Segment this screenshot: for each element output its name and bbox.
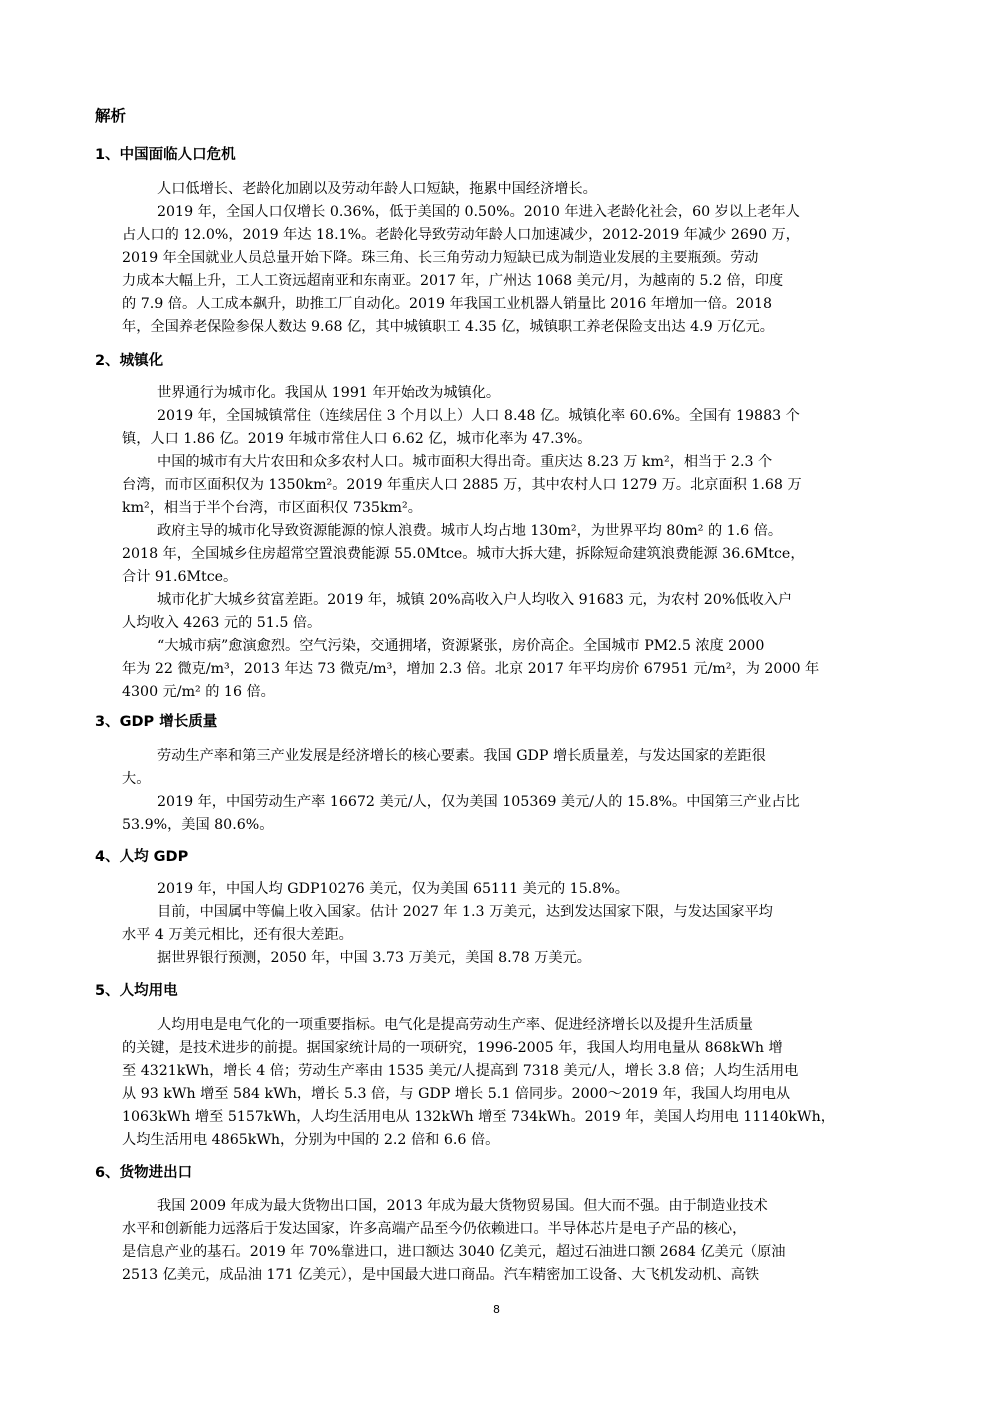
paragraph-line: 的 7.9 倍。人工成本飙升，助推工厂自动化。2019 年我国工业机器人销量比 2016 年增加一倍。2018 (122, 296, 772, 312)
paragraph-line: 是信息产业的基石。2019 年 70%靠进口，进口额达 3040 亿美元，超过石油进口额 2684 亿美元（原油 (122, 1244, 786, 1260)
paragraph-line: 据世界银行预测，2050 年，中国 3.73 万美元，美国 8.78 万美元。 (157, 950, 591, 966)
paragraph-line: 人均生活用电 4865kWh，分别为中国的 2.2 倍和 6.6 倍。 (122, 1132, 500, 1148)
section-title-1: 1、中国面临人口危机 (95, 147, 236, 163)
paragraph-line: 2018 年，全国城乡住房超常空置浪费能源 55.0Mtce。城市大拆大建，拆除短命建筑浪费能源 36.6Mtce， (122, 546, 805, 562)
section-title-3: 3、GDP 增长质量 (95, 714, 218, 730)
page-heading: 解析 (95, 107, 127, 125)
paragraph-line: 水平 4 万美元相比，还有很大差距。 (122, 927, 353, 943)
paragraph-line: 目前，中国属中等偏上收入国家。估计 2027 年 1.3 万美元，达到发达国家下限，与发达国家平均 (157, 904, 773, 920)
paragraph-line: 2019 年全国就业人员总量开始下降。珠三角、长三角劳动力短缺已成为制造业发展的主要瓶颈。劳动 (122, 250, 759, 266)
paragraph-line: 53.9%，美国 80.6%。 (122, 817, 274, 833)
paragraph-line: 中国的城市有大片农田和众多农村人口。城市面积大得出奇。重庆达 8.23 万 km²，相当于 2.3 个 (157, 454, 773, 470)
paragraph-line: 年，全国养老保险参保人数达 9.68 亿，其中城镇职工 4.35 亿，城镇职工养老保险支出达 4.9 万亿元。 (122, 319, 774, 335)
paragraph-line: 年为 22 微克/m³，2013 年达 73 微克/m³，增加 2.3 倍。北京 2017 年平均房价 67951 元/m²，为 2000 年 (122, 661, 820, 677)
paragraph-line: 大。 (122, 771, 151, 787)
paragraph-line: 人均用电是电气化的一项重要指标。电气化是提高劳动生产率、促进经济增长以及提升生活质量 (157, 1017, 753, 1033)
paragraph-line: 城市化扩大城乡贫富差距。2019 年，城镇 20%高收入户人均收入 91683 元，为农村 20%低收入户 (157, 592, 793, 608)
paragraph-line: 至 4321kWh，增长 4 倍；劳动生产率由 1535 美元/人提高到 7318 美元/人，增长 3.8 倍；人均生活用电 (122, 1063, 799, 1079)
section-title-6: 6、货物进出口 (95, 1165, 193, 1181)
paragraph-line: 人均收入 4263 元的 51.5 倍。 (122, 615, 322, 631)
paragraph-line: 占人口的 12.0%，2019 年达 18.1%。老龄化导致劳动年龄人口加速减少，2012-2019 年减少 2690 万， (122, 227, 800, 243)
paragraph-line: 世界通行为城市化。我国从 1991 年开始改为城镇化。 (157, 385, 501, 401)
paragraph-line: 4300 元/m² 的 16 倍。 (122, 684, 275, 700)
paragraph-line: 人口低增长、老龄化加剧以及劳动年龄人口短缺，拖累中国经济增长。 (157, 181, 597, 197)
paragraph-line: 2019 年，中国人均 GDP10276 美元，仅为美国 65111 美元的 15.8%。 (157, 881, 629, 897)
paragraph-line: 1063kWh 增至 5157kWh，人均生活用电从 132kWh 增至 734kWh。2019 年，美国人均用电 11140kWh， (122, 1109, 835, 1125)
page-number: 8 (493, 1303, 500, 1316)
paragraph-line: 2019 年，中国劳动生产率 16672 美元/人，仅为美国 105369 美元/人的 15.8%。中国第三产业占比 (157, 794, 800, 810)
paragraph-line: 2513 亿美元，成品油 171 亿美元），是中国最大进口商品。汽车精密加工设备、大飞机发动机、高铁 (122, 1267, 760, 1283)
section-title-5: 5、人均用电 (95, 983, 178, 999)
section-title-4: 4、人均 GDP (95, 849, 189, 865)
section-title-2: 2、城镇化 (95, 353, 164, 369)
paragraph-line: 镇，人口 1.86 亿。2019 年城市常住人口 6.62 亿，城市化率为 47.3%。 (122, 431, 592, 447)
paragraph-line: 从 93 kWh 增至 584 kWh，增长 5.3 倍，与 GDP 增长 5.1 倍同步。2000～2019 年，我国人均用电从 (122, 1086, 791, 1102)
paragraph-line: “大城市病”愈演愈烈。空气污染，交通拥堵，资源紧张，房价高企。全国城市 PM2.5 浓度 2000 (157, 638, 765, 654)
paragraph-line: 2019 年，全国人口仅增长 0.36%，低于美国的 0.50%。2010 年进入老龄化社会，60 岁以上老年人 (157, 204, 800, 220)
paragraph-line: 水平和创新能力远落后于发达国家，许多高端产品至今仍依赖进口。半导体芯片是电子产品的核心， (122, 1221, 747, 1237)
paragraph-line: km²，相当于半个台湾，市区面积仅 735km²。 (122, 500, 422, 516)
paragraph-line: 政府主导的城市化导致资源能源的惊人浪费。城市人均占地 130m²，为世界平均 80m² 的 1.6 倍。 (157, 523, 783, 539)
paragraph-line: 力成本大幅上升，工人工资远超南亚和东南亚。2017 年，广州达 1068 美元/月，为越南的 5.2 倍，印度 (122, 273, 784, 289)
paragraph-line: 2019 年，全国城镇常住（连续居住 3 个月以上）人口 8.48 亿。城镇化率 60.6%。全国有 19883 个 (157, 408, 800, 424)
paragraph-line: 台湾，而市区面积仅为 1350km²。2019 年重庆人口 2885 万，其中农村人口 1279 万。北京面积 1.68 万 (122, 477, 802, 493)
paragraph-line: 劳动生产率和第三产业发展是经济增长的核心要素。我国 GDP 增长质量差，与发达国家的差距很 (157, 748, 766, 764)
paragraph-line: 合计 91.6Mtce。 (122, 569, 238, 585)
paragraph-line: 我国 2009 年成为最大货物出口国，2013 年成为最大货物贸易国。但大而不强。由于制造业技术 (157, 1198, 768, 1214)
paragraph-line: 的关键，是技术进步的前提。据国家统计局的一项研究，1996-2005 年，我国人均用电量从 868kWh 增 (122, 1040, 783, 1056)
